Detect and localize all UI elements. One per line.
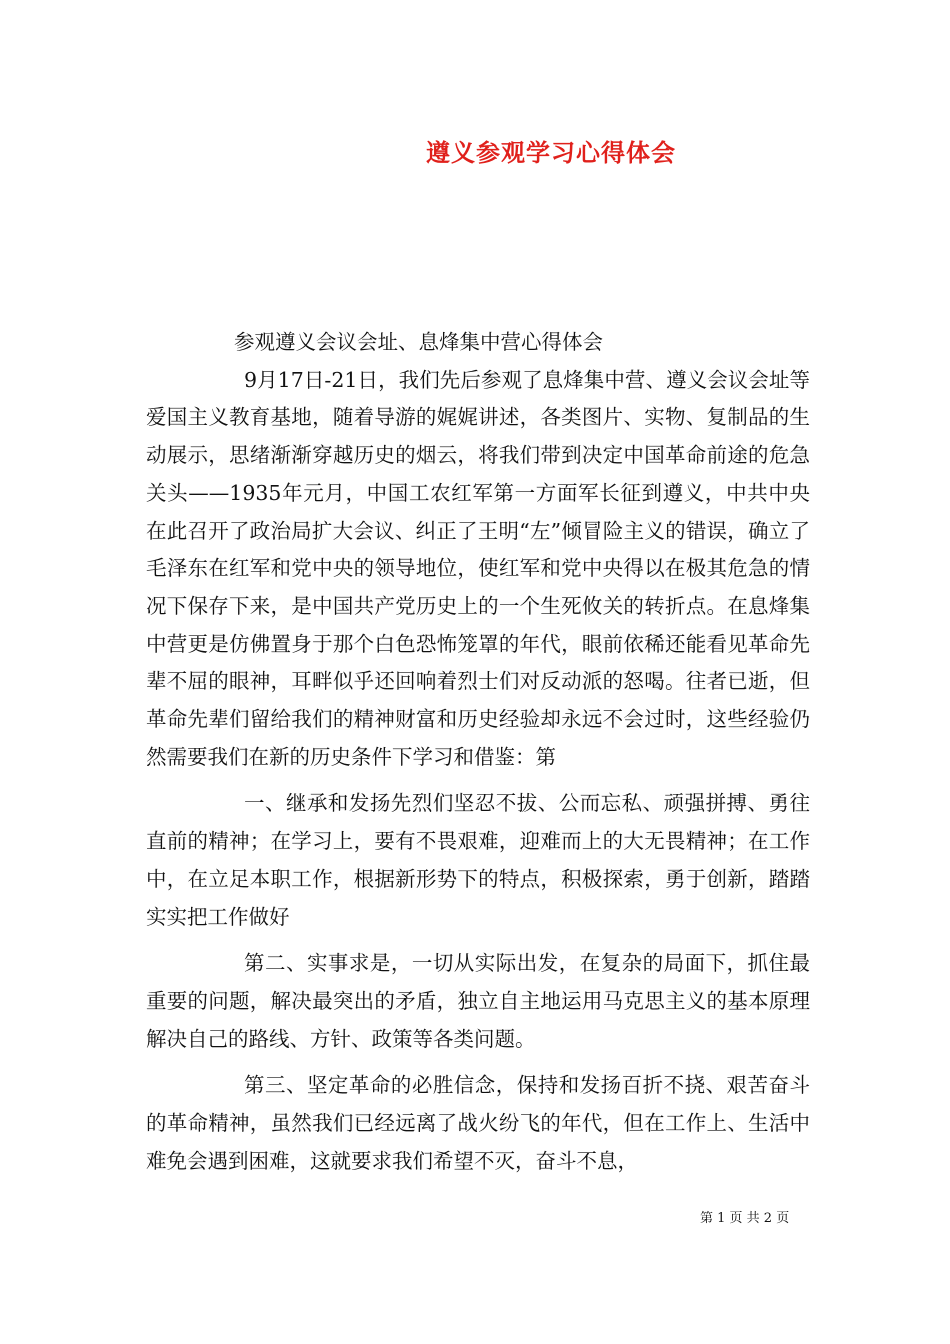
paragraph-point-one: 一、继承和发扬先烈们坚忍不拔、公而忘私、顽强拼搏、勇往直前的精神；在学习上，要有不畏艰难，迎难而上的大无畏精神；在工作中，在立足本职工作，根据新形势下的特点，积极探索，勇于创新，踏踏实实把工作做好 — [146, 791, 810, 929]
document-title: 遵义参观学习心得体会 — [426, 138, 676, 167]
document-subtitle: 参观遵义会议会址、息烽集中营心得体会 — [234, 330, 603, 354]
paragraph-intro: 9月17日-21日，我们先后参观了息烽集中营、遵义会议会址等爱国主义教育基地，随着导游的娓娓讲述，各类图片、实物、复制品的生动展示，思绪渐渐穿越历史的烟云，将我们带到决定中国革命前途的危急关头——1935年元月，中国工农红军第一方面军长征到遵义，中共中央在此召开了政治局扩大会议、纠正了王明“左”倾冒险主义的错误，确立了毛泽东在红军和党中央的领导地位，使红军和党中央得以在极其危急的情况下保存下来，是中国共产党历史上的一个生死攸关的转折点。在息烽集中营更是仿佛置身于那个白色恐怖笼罩的年代，眼前依稀还能看见革命先辈不屈的眼神，耳畔似乎还回响着烈士们对反动派的怒喝。往者已逝，但革命先辈们留给我们的精神财富和历史经验却永远不会过时，这些经验仍然需要我们在新的历史条件下学习和借鉴：第 — [146, 367, 810, 769]
document-body — [146, 324, 810, 1180]
paragraph-point-two: 第二、实事求是，一切从实际出发，在复杂的局面下，抓住最重要的问题，解决最突出的矛盾，独立自主地运用马克思主义的基本原理解决自己的路线、方针、政策等各类问题。 — [146, 951, 810, 1051]
paragraph-point-three: 第三、坚定革命的必胜信念，保持和发扬百折不挠、艰苦奋斗的革命精神，虽然我们已经远离了战火纷飞的年代，但在工作上、生活中难免会遇到困难，这就要求我们希望不灭，奋斗不息， — [146, 1073, 810, 1173]
page-number-footer: 第 1 页 共 2 页 — [700, 1211, 790, 1226]
